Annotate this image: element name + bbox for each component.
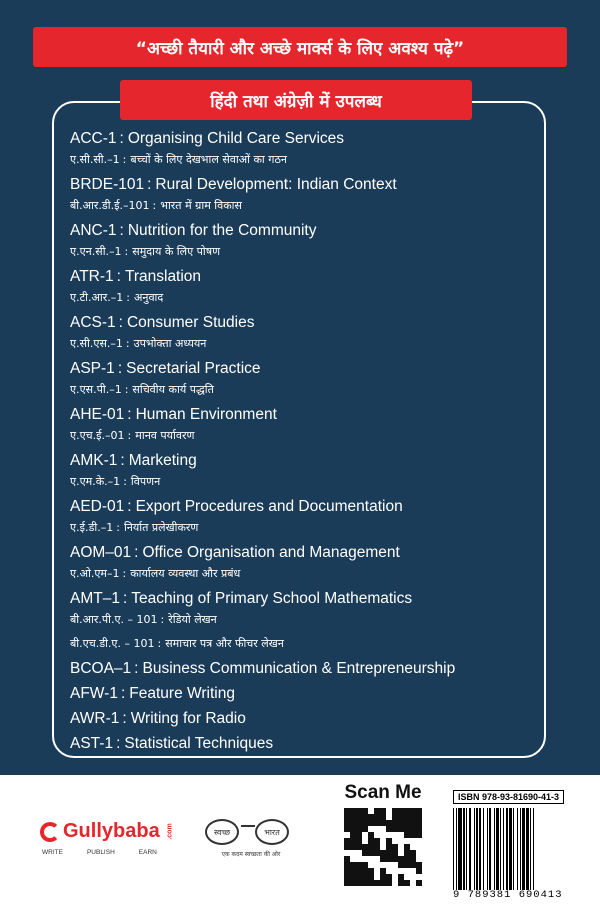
book-separator: : (117, 360, 123, 377)
book-item (70, 312, 540, 353)
book-code: AFW-1 (70, 685, 118, 702)
book-separator: : (134, 544, 139, 561)
book-separator-hindi: : (124, 383, 129, 396)
book-title: Business Communication & Entrepreneurship (142, 660, 456, 677)
swachh-caption: एक कदम स्वच्छता की ओर (221, 851, 281, 858)
qr-code-icon[interactable] (344, 808, 422, 886)
barcode-number: 9 789381 690413 (453, 889, 563, 901)
book-code-hindi: बी.एच.डी.ए. – 101 (70, 637, 155, 650)
book-code-hindi: बी.आर.डी.ई.–101 (70, 199, 150, 212)
book-code: AWR-1 (70, 710, 120, 727)
book-title: Nutrition for the Community (127, 222, 317, 239)
book-code-hindi: ए.टी.आर.–1 (70, 291, 124, 304)
book-list (70, 128, 540, 758)
book-item (70, 634, 540, 653)
barcode-section (453, 785, 583, 901)
book-separator: : (120, 452, 125, 469)
book-item (70, 128, 540, 169)
brand-name: Gullybaba (63, 820, 160, 842)
book-separator-hindi: : (123, 475, 127, 488)
book-separator: : (122, 710, 127, 727)
book-title-hindi: अनुवाद (133, 291, 164, 304)
book-separator: : (122, 590, 128, 607)
book-code-hindi: बी.आर.पी.ए. – 101 (70, 613, 158, 626)
book-separator: : (116, 268, 121, 285)
book-item (70, 588, 540, 629)
book-code-hindi: ए.एन.सी.–1 (70, 245, 122, 258)
book-title: Export Procedures and Documentation (135, 498, 403, 515)
book-title-hindi: कार्यालय व्यवस्था और प्रबंध (130, 567, 241, 580)
book-title: Secretarial Practice (126, 360, 261, 377)
book-title-hindi: विपणन (130, 475, 161, 488)
book-code-hindi: ए.एच.ई.–01 (70, 429, 125, 442)
book-separator-hindi: : (122, 153, 127, 166)
book-code: AMK-1 (70, 452, 118, 469)
book-title: Office Organisation and Management (142, 544, 400, 561)
book-item (70, 683, 540, 705)
book-code: ASP-1 (70, 360, 115, 377)
book-title: Statistical Techniques (124, 735, 274, 752)
book-title: Feature Writing (129, 685, 235, 702)
book-title: Writing for Radio (130, 710, 246, 727)
book-title-hindi: समाचार पत्र और फीचर लेखन (165, 637, 284, 650)
book-code: AMT–1 (70, 590, 120, 607)
book-item (70, 266, 540, 307)
book-item (70, 542, 540, 583)
book-title-hindi: सचिवीय कार्य पद्धति (132, 383, 214, 396)
book-item (70, 450, 540, 491)
book-separator: : (127, 498, 132, 515)
barcode-icon (453, 808, 583, 890)
tagline-write: WRITE (42, 849, 63, 856)
book-code-hindi: ए.ओ.एम–1 (70, 567, 120, 580)
language-banner: हिंदी तथा अंग्रेज़ी में उपलब्ध (120, 80, 472, 120)
book-separator: : (118, 314, 123, 331)
book-title-hindi: भारत में ग्राम विकास (160, 199, 242, 212)
book-separator-hindi: : (122, 567, 127, 580)
book-item (70, 358, 540, 399)
book-separator: : (134, 660, 139, 677)
book-code: AHE-01 (70, 406, 125, 423)
book-code: ACS-1 (70, 314, 116, 331)
book-code: ANC-1 (70, 222, 117, 239)
book-item (70, 220, 540, 261)
swachh-right-lens: भारत (255, 819, 289, 845)
book-code: BRDE-101 (70, 176, 145, 193)
swachh-bharat-logo (205, 817, 297, 887)
swachh-left-lens: स्वच्छ (205, 819, 239, 845)
book-item (70, 733, 540, 755)
tagline-publish: PUBLISH (86, 849, 115, 856)
scan-section (338, 782, 428, 886)
scan-label: Scan Me (344, 782, 422, 803)
book-separator: : (127, 406, 132, 423)
book-title: Organising Child Care Services (127, 130, 345, 147)
gullybaba-g-icon (40, 822, 60, 842)
book-separator: : (120, 685, 126, 702)
book-title-hindi: समुदाय के लिए पोषण (132, 245, 221, 258)
book-code: ATR-1 (70, 268, 114, 285)
book-title: Marketing (128, 452, 197, 469)
book-item (70, 174, 540, 215)
book-separator-hindi: : (124, 245, 129, 258)
book-title: Teaching of Primary School Mathematics (131, 590, 413, 607)
book-separator: : (116, 735, 121, 752)
book-title-hindi: मानव पर्यावरण (135, 429, 195, 442)
book-item (70, 496, 540, 537)
book-separator-hindi: : (152, 199, 157, 212)
book-separator-hindi: : (116, 521, 120, 534)
glasses-icon (205, 817, 293, 847)
book-separator-hindi: : (125, 337, 130, 350)
gullybaba-logo (40, 820, 190, 856)
book-separator-hindi: : (157, 637, 162, 650)
book-item (70, 404, 540, 445)
book-separator: : (119, 130, 124, 147)
book-code-hindi: ए.एस.पी.–1 (70, 383, 122, 396)
book-code-hindi: ए.ई.डी.–1 (70, 521, 114, 534)
book-title: Translation (124, 268, 202, 285)
book-title-hindi: बच्चों के लिए देखभाल सेवाओं का गठन (130, 153, 287, 166)
book-title: Human Environment (135, 406, 277, 423)
book-item (70, 658, 540, 680)
book-code-hindi: ए.सी.सी.–1 (70, 153, 120, 166)
book-code-hindi: ए.एम.के.–1 (70, 475, 121, 488)
book-code: AED-01 (70, 498, 125, 515)
book-title: Rural Development: Indian Context (155, 176, 397, 193)
book-separator-hindi: : (127, 429, 132, 442)
top-banner: “अच्छी तैयारी और अच्छे मार्क्स के लिए अवश्य पढ़े” (33, 27, 567, 67)
book-title-hindi: रेडियो लेखन (168, 613, 217, 626)
book-code: AST-1 (70, 735, 114, 752)
brand-suffix: .com (166, 823, 174, 840)
book-title: Consumer Studies (126, 314, 255, 331)
book-separator-hindi: : (160, 613, 165, 626)
isbn-label: ISBN 978-93-81690-41-3 (453, 790, 564, 804)
footer (0, 775, 600, 921)
book-title-hindi: उपभोक्ता अध्ययन (133, 337, 207, 350)
book-code: BCOA–1 (70, 660, 132, 677)
book-separator-hindi: : (126, 291, 130, 304)
book-item (70, 708, 540, 730)
book-code: ACC-1 (70, 130, 117, 147)
book-code: AOM–01 (70, 544, 132, 561)
book-title-hindi: निर्यात प्रलेखीकरण (123, 521, 199, 534)
book-code-hindi: ए.सी.एस.–1 (70, 337, 123, 350)
book-separator: : (147, 176, 152, 193)
tagline-earn: EARN (138, 849, 157, 856)
book-separator: : (119, 222, 124, 239)
